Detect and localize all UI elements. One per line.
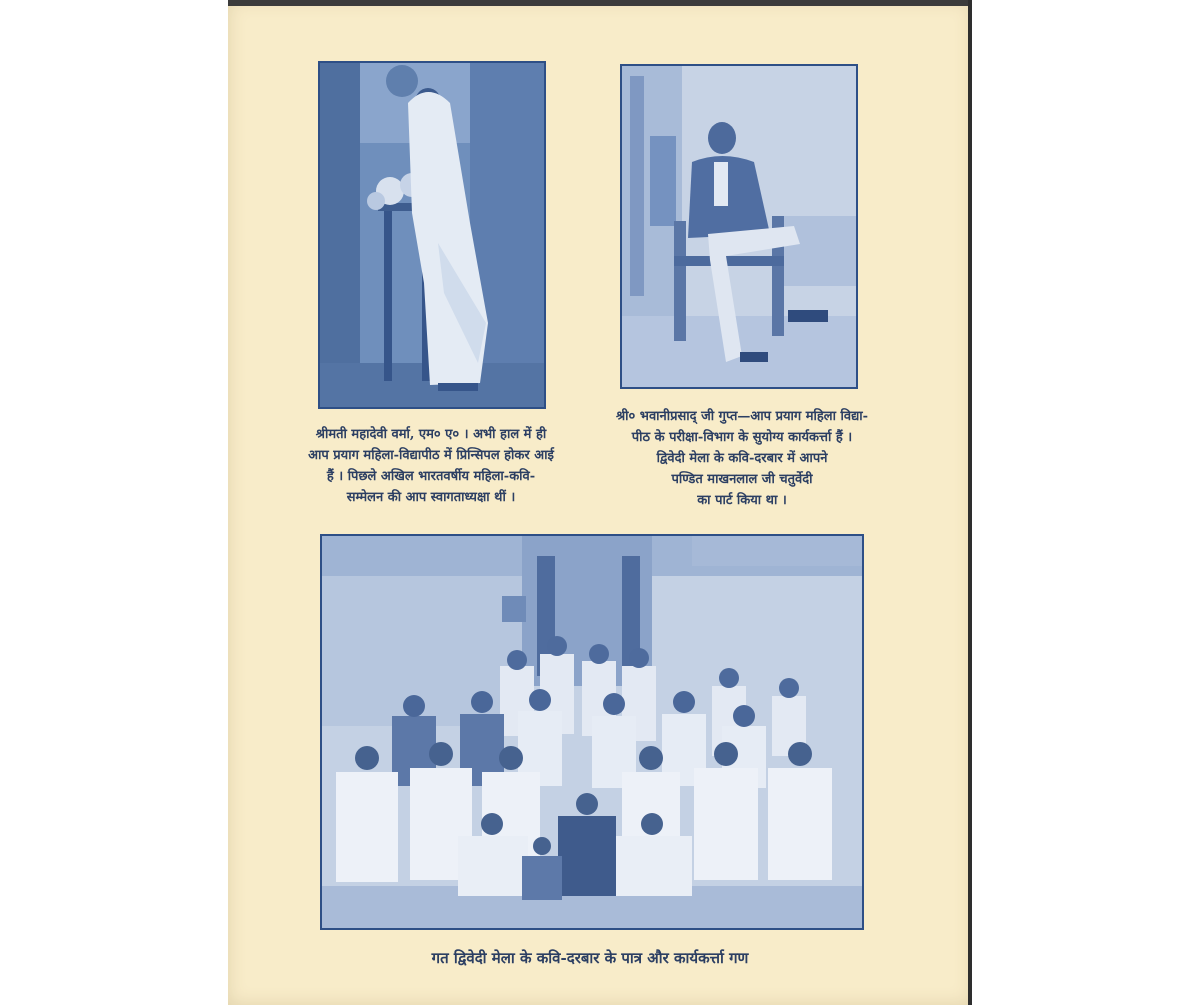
caption-group-photo: गत द्विवेदी मेला के कवि-दरबार के पात्र और कार्यकर्त्ता गण bbox=[431, 949, 749, 967]
portrait-photo-man bbox=[620, 64, 858, 389]
caption-line: आप प्रयाग महिला-विद्यापीठ में प्रिन्सिपल होकर आई bbox=[308, 448, 554, 463]
portrait-photo-woman bbox=[318, 61, 546, 409]
caption-line: सम्मेलन की आप स्वागताध्यक्षा थीं । bbox=[346, 490, 516, 505]
caption-bhawaniprasad-gupta bbox=[586, 406, 898, 511]
caption-line: पीठ के परीक्षा-विभाग के सुयोग्य कार्यकर्त्ता हैं । bbox=[631, 430, 853, 445]
caption-line: श्री० भवानीप्रसाद् जी गुप्त—आप प्रयाग महिला विद्या- bbox=[615, 409, 869, 424]
caption-line: द्विवेदी मेला के कवि-दरबार में आपने bbox=[656, 451, 828, 466]
group-photo bbox=[320, 534, 864, 930]
caption-mahadevi-varma bbox=[276, 424, 586, 508]
caption-line: हैं । पिछले अखिल भारतवर्षीय महिला-कवि- bbox=[326, 469, 536, 484]
page-top-edge bbox=[228, 0, 972, 6]
caption-line: पण्डित माखनलाल जी चतुर्वेदी bbox=[671, 472, 813, 487]
caption-line: का पार्ट किया था । bbox=[697, 493, 787, 508]
caption-line: श्रीमती महादेवी वर्मा, एम० ए० । अभी हाल में ही bbox=[315, 427, 547, 442]
page-right-edge bbox=[968, 0, 972, 1005]
